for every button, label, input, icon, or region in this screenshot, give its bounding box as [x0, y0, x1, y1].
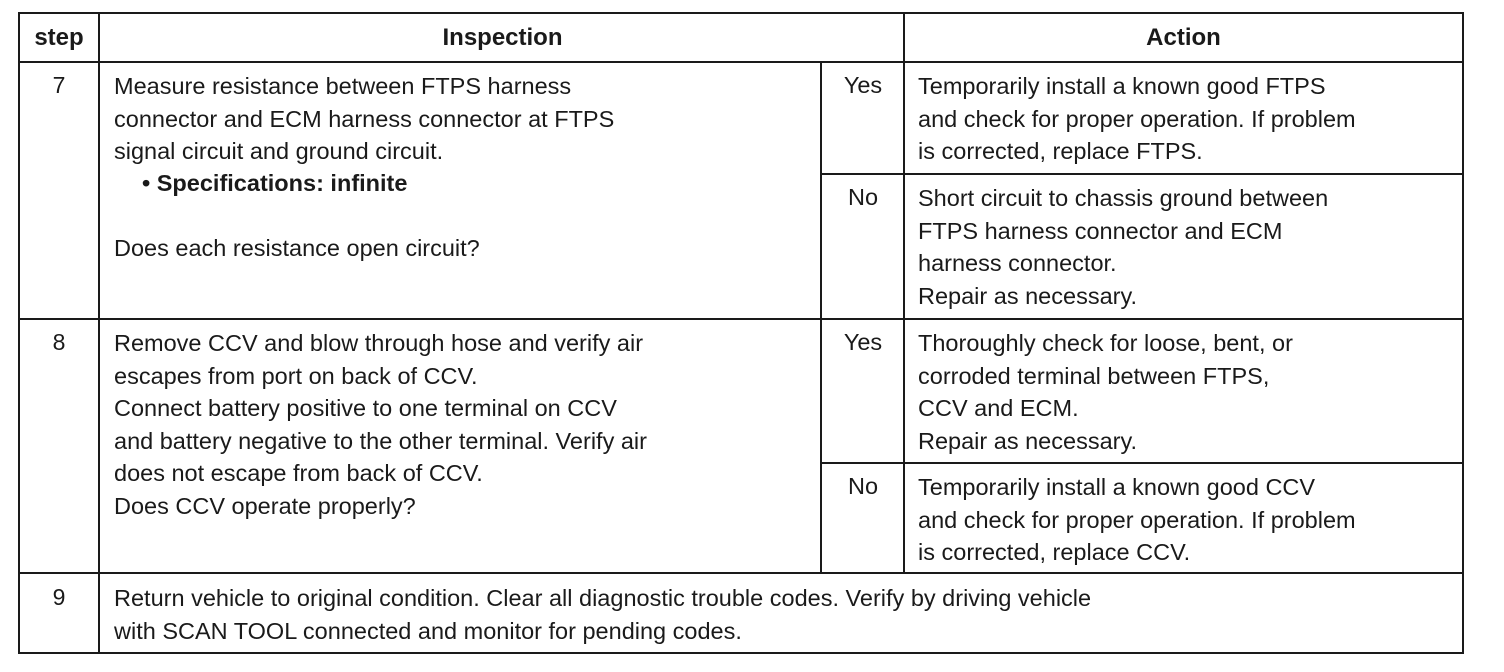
no-action: Temporarily install a known good CCV and check for proper operation. If problem is corrected, replace CCV. — [918, 474, 1356, 565]
step-number: 7 — [52, 72, 66, 98]
no-label: No — [847, 184, 879, 210]
no-label: No — [847, 473, 879, 499]
no-action: Short circuit to chassis ground between FTPS harness connector and ECM harness connector. Repair as necessary. — [918, 185, 1329, 309]
inspection-text: Remove CCV and blow through hose and verify air escapes from port on back of CCV. Connect battery positive to one terminal on CCV and battery negative to the other terminal. Verify air does not escape from back of CCV. Does CCV operate properly? — [114, 330, 647, 519]
inspection-question: Does each resistance open circuit? — [114, 235, 480, 261]
row8-yes-no-divider — [820, 462, 1462, 464]
final-step-text: Return vehicle to original condition. Clear all diagnostic trouble codes. Verify by driving vehicle with SCAN TOOL connected and monitor for pending codes. — [114, 585, 1092, 644]
yes-no-column-divider-row8 — [820, 318, 822, 572]
header-divider — [20, 61, 1462, 63]
step-number: 9 — [52, 584, 66, 610]
row7-row8-divider — [20, 318, 1462, 320]
header-action: Action — [1146, 24, 1221, 51]
yes-label: Yes — [843, 72, 883, 98]
yes-action: Temporarily install a known good FTPS and check for proper operation. If problem is corrected, replace FTPS. — [918, 73, 1356, 164]
step-column-divider — [98, 14, 100, 652]
yes-label: Yes — [843, 329, 883, 355]
diagnostic-table — [18, 12, 1464, 654]
step-number: 8 — [52, 329, 66, 355]
header-inspection: Inspection — [442, 24, 563, 51]
row8-row9-divider — [20, 572, 1462, 574]
specification-bullet: • Specifications: infinite — [142, 170, 408, 196]
row7-yes-no-divider — [820, 173, 1462, 175]
header-step: step — [34, 24, 84, 51]
inspection-text: Measure resistance between FTPS harness connector and ECM harness connector at FTPS signal circuit and ground circuit. — [114, 73, 615, 164]
yes-action: Thoroughly check for loose, bent, or corroded terminal between FTPS, CCV and ECM. Repair as necessary. — [918, 330, 1293, 454]
